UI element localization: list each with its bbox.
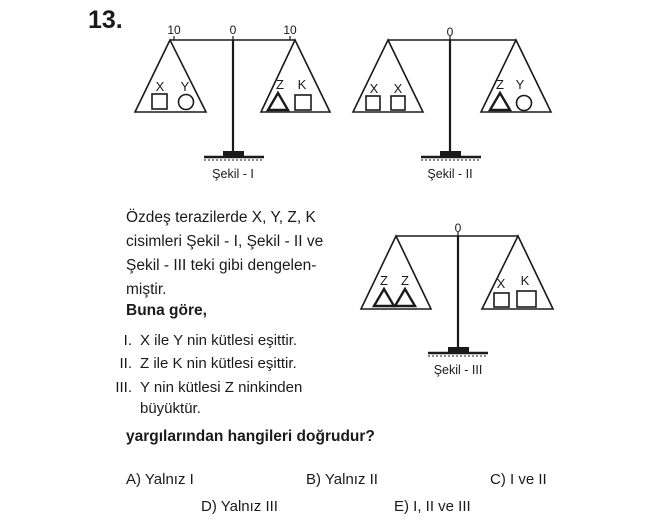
statement-numeral: III. bbox=[115, 379, 132, 396]
object-label: Y bbox=[515, 77, 525, 92]
object-label: X bbox=[155, 79, 165, 94]
x-square bbox=[152, 94, 167, 109]
z-triangle bbox=[268, 93, 288, 110]
k-square bbox=[295, 95, 311, 110]
object-label: Z bbox=[276, 77, 284, 92]
lead-in: Buna göre, bbox=[126, 302, 207, 319]
scale-label: 0 bbox=[446, 25, 454, 39]
statement-1 bbox=[106, 330, 297, 352]
scale-label: 0 bbox=[454, 221, 462, 235]
option-a[interactable]: A) Yalnız I bbox=[126, 471, 194, 488]
y-circle bbox=[517, 96, 532, 111]
object-label: X bbox=[393, 81, 403, 96]
x-square bbox=[366, 96, 380, 110]
question-number: 13. bbox=[88, 6, 123, 34]
left-pan-1 bbox=[135, 40, 206, 112]
balance-figure-1 bbox=[135, 36, 330, 160]
statement-numeral: II. bbox=[119, 355, 132, 372]
statement-text: büyüktür. bbox=[140, 400, 201, 417]
option-e[interactable]: E) I, II ve III bbox=[394, 498, 471, 515]
statement-3-cont bbox=[106, 398, 201, 420]
z-triangle bbox=[490, 93, 510, 110]
scale-label: 10 bbox=[283, 23, 297, 37]
balance-figure-2 bbox=[353, 36, 551, 160]
x-square bbox=[391, 96, 405, 110]
figure-caption: Şekil - I bbox=[212, 167, 254, 181]
stand-block-2 bbox=[440, 151, 461, 156]
stand-block-1 bbox=[223, 151, 244, 156]
statement-3 bbox=[106, 377, 302, 399]
statement-text: Y nin kütlesi Z ninkinden bbox=[140, 379, 303, 396]
question-ask: yargılarından hangileri doğrudur? bbox=[126, 428, 375, 445]
question-stem bbox=[126, 206, 323, 302]
object-label: X bbox=[496, 276, 506, 291]
statement-text: X ile Y nin kütlesi eşittir. bbox=[140, 332, 298, 349]
balance-figure-3 bbox=[361, 232, 553, 356]
option-d[interactable]: D) Yalnız III bbox=[201, 498, 278, 515]
statement-numeral: I. bbox=[123, 332, 132, 349]
k-square bbox=[517, 291, 536, 307]
object-label: Z bbox=[401, 273, 409, 288]
option-c[interactable]: C) I ve II bbox=[490, 471, 547, 488]
y-circle bbox=[179, 95, 194, 110]
statement-2 bbox=[106, 353, 297, 375]
stem-line: cisimleri Şekil - I, Şekil - II ve bbox=[126, 233, 324, 250]
stem-line: Şekil - III teki gibi dengelen- bbox=[126, 257, 317, 274]
object-label: X bbox=[369, 81, 379, 96]
left-pan-3 bbox=[361, 236, 431, 309]
figure-caption: Şekil - II bbox=[427, 167, 473, 181]
scale-label: 0 bbox=[229, 23, 237, 37]
left-pan-2 bbox=[353, 40, 423, 112]
z-triangle bbox=[374, 289, 394, 306]
object-label: K bbox=[520, 273, 530, 288]
object-label: Z bbox=[496, 77, 504, 92]
z-triangle bbox=[395, 289, 415, 306]
stand-block-3 bbox=[448, 347, 469, 352]
scale-label: 10 bbox=[167, 23, 181, 37]
stem-line: miştir. bbox=[126, 281, 167, 298]
object-label: Y bbox=[180, 79, 190, 94]
option-b[interactable]: B) Yalnız II bbox=[306, 471, 378, 488]
stem-line: Özdeş terazilerde X, Y, Z, K bbox=[126, 209, 316, 226]
x-square bbox=[494, 293, 509, 307]
statement-text: Z ile K nin kütlesi eşittir. bbox=[140, 355, 297, 372]
object-label: K bbox=[297, 77, 307, 92]
object-label: Z bbox=[380, 273, 388, 288]
figure-caption: Şekil - III bbox=[433, 363, 483, 377]
